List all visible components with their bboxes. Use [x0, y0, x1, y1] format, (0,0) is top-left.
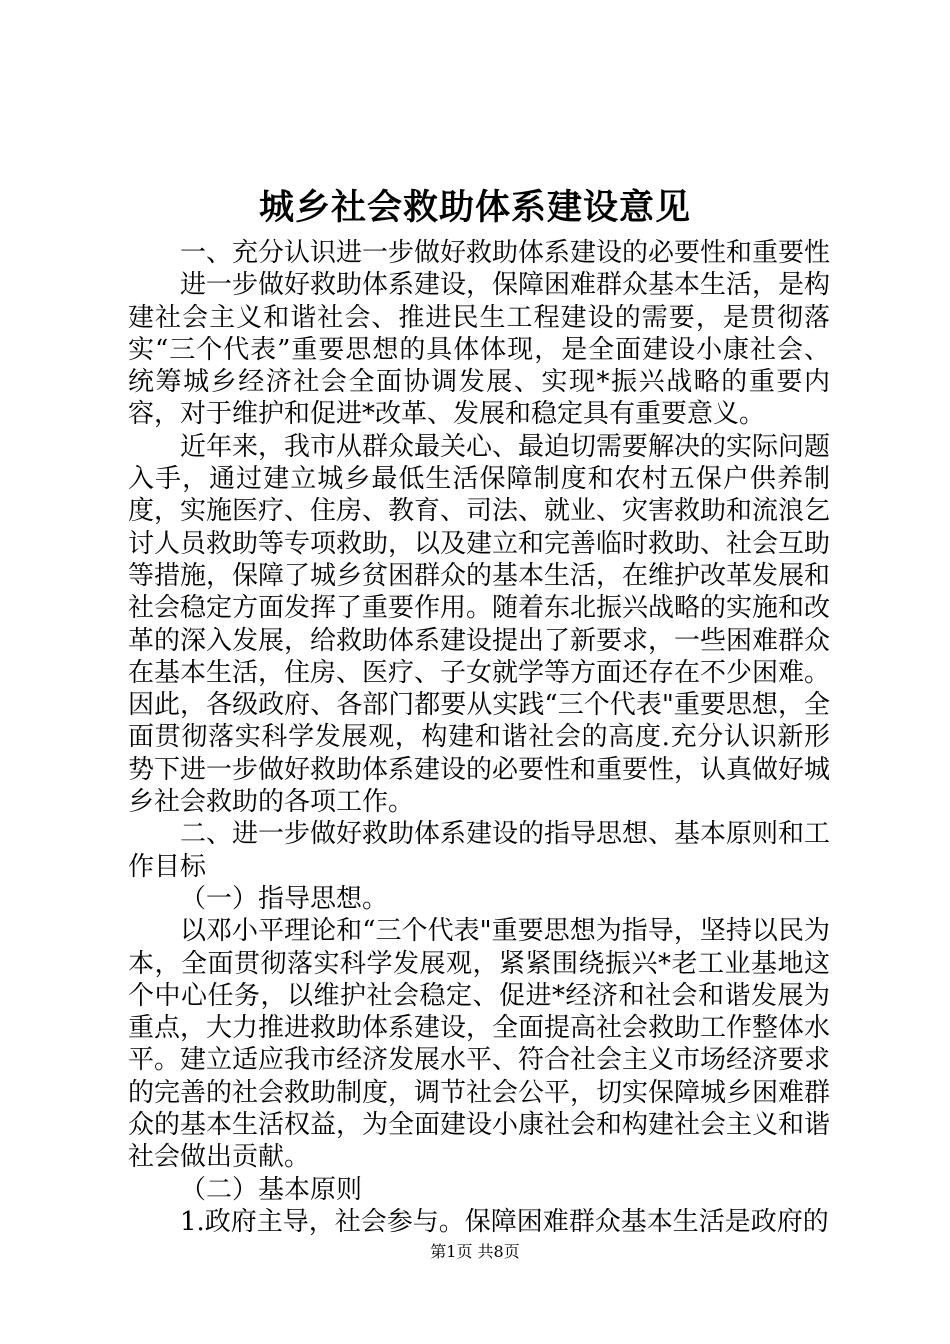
paragraph-subheading-basic-principles: （二）基本原则 [180, 1174, 363, 1205]
paragraph-section-heading-2: 二、进一步做好救助体系建设的指导思想、基本原则和工作目标 [128, 819, 831, 882]
paragraph-subheading-guiding-thought: （一）指导思想。 [180, 883, 389, 914]
paragraph-section-heading-1: 一、充分认识进一步做好救助体系建设的必要性和重要性 [180, 238, 831, 268]
document-body [128, 237, 830, 1238]
paragraph: 近年来，我市从群众最关心、最迫切需要解决的实际问题入手，通过建立城乡最低生活保障制度和农村五保户供养制度，实施医疗、住房、教育、司法、就业、灾害救助和流浪乞讨人员救助等专项救助，以及建立和完善临时救助、社会互助等措施，保障了城乡贫困群众的基本生活，在维护改革发展和社会稳定方面发挥了重要作用。随着东北振兴战略的实施和改革的深入发展，给救助体系建设提出了新要求，一些困难群众在基本生活，住房、医疗、子女就学等方面还存在不少困难。因此，各级政府、各部门都要从实践“三个代表"重要思想，全面贯彻落实科学发展观，构建和谐社会的高度.充分认识新形势下进一步做好救助体系建设的必要性和重要性，认真做好城乡社会救助的各项工作。 [128, 431, 831, 818]
page-footer: 第1页 共8页 [430, 1242, 520, 1261]
paragraph: 进一步做好救助体系建设，保障困难群众基本生活，是构建社会主义和谐社会、推进民生工程建设的需要，是贯彻落实“三个代表”重要思想的具体体现，是全面建设小康社会、统筹城乡经济社会全面协调发展、实现*振兴战略的重要内容，对于维护和促进*改革、发展和稳定具有重要意义。 [128, 270, 831, 430]
paragraph: 1.政府主导，社会参与。保障困难群众基本生活是政府的 [180, 1206, 829, 1237]
document-title: 城乡社会救助体系建设意见 [258, 187, 691, 228]
paragraph: 以邓小平理论和“三个代表"重要思想为指导，坚持以民为本，全面贯彻落实科学发展观，紧紧围绕振兴*老工业基地这个中心任务，以维护社会稳定、促进*经济和社会和谐发展为重点，大力推进救助体系建设，全面提高社会救助工作整体水平。建立适应我市经济发展水平、符合社会主义市场经济要求的完善的社会救助制度，调节社会公平，切实保障城乡困难群众的基本生活权益，为全面建设小康社会和构建社会主义和谐社会做出贡献。 [128, 916, 831, 1173]
